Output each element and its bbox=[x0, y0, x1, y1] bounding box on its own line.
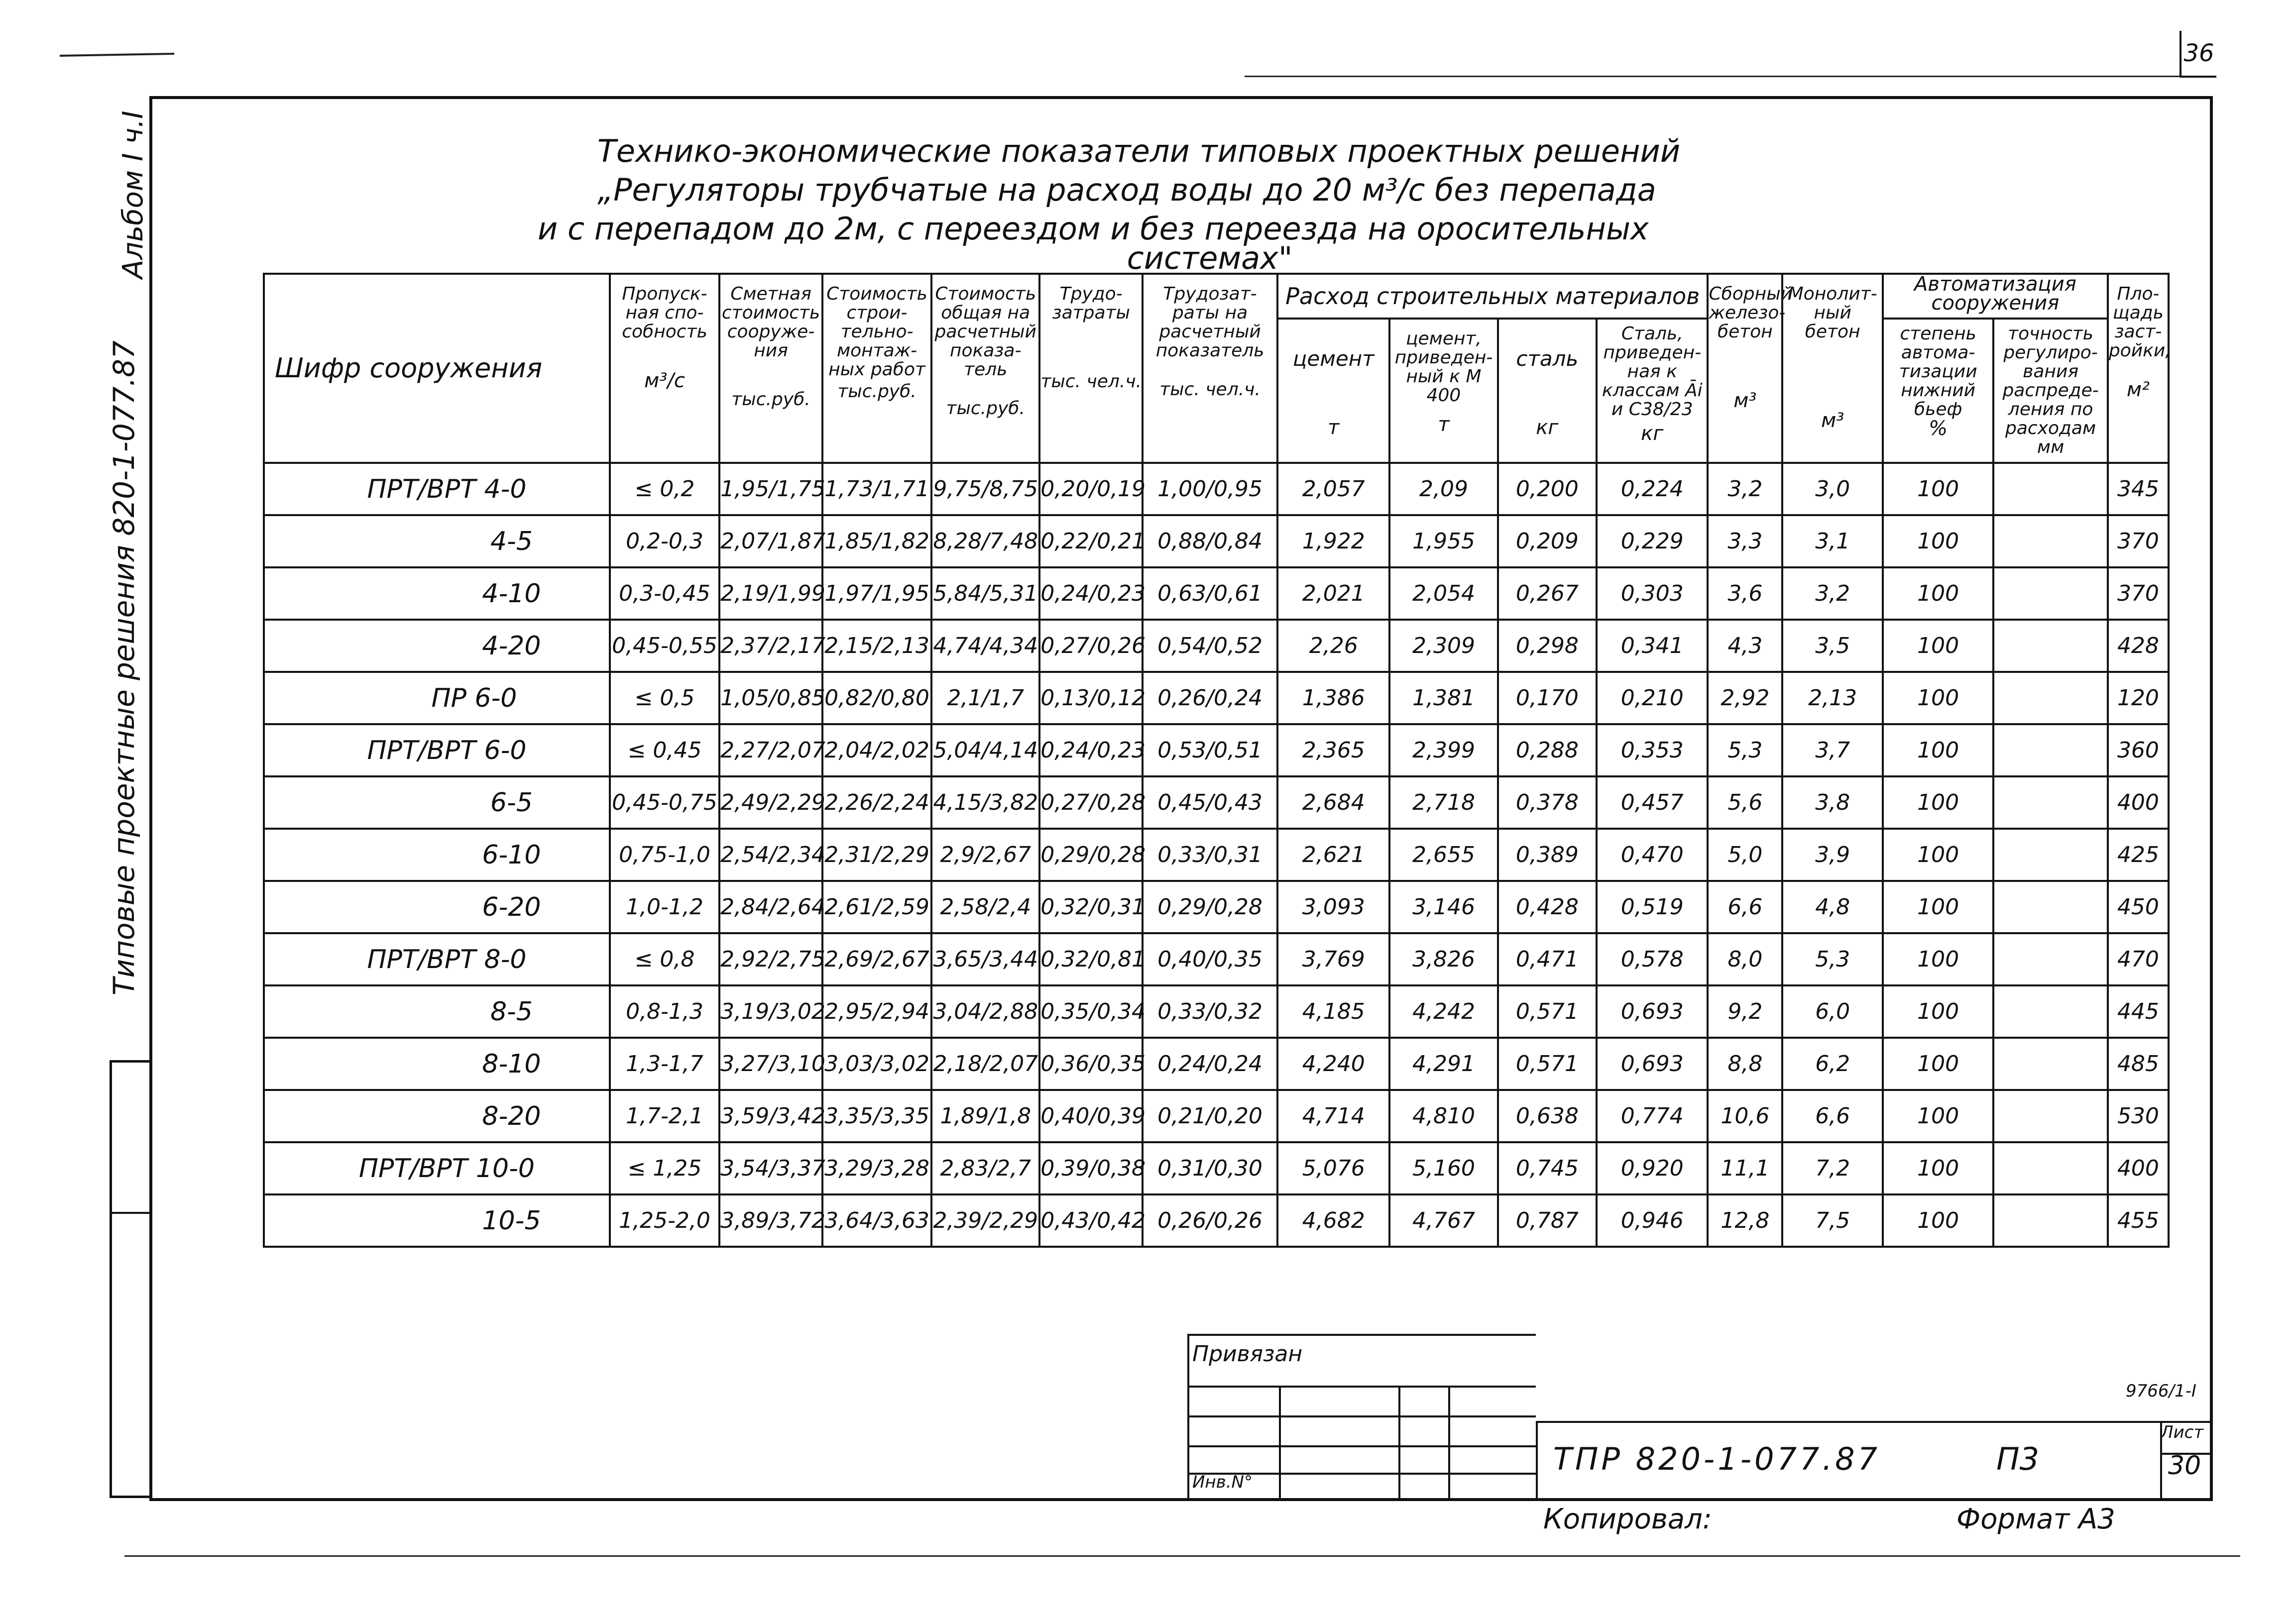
stamp-privyazan: Привязан bbox=[1192, 1341, 1303, 1367]
cell-labor: 0,24/0,23 bbox=[1039, 724, 1143, 776]
cell-automation: 100 bbox=[1883, 1194, 1993, 1247]
cell-steel-class: 0,470 bbox=[1597, 829, 1708, 881]
cell-cement-m400: 4,242 bbox=[1389, 985, 1497, 1038]
cell-steel: 0,267 bbox=[1498, 567, 1597, 620]
cell-capacity: ≤ 0,5 bbox=[610, 672, 719, 724]
sidebar-album: Альбом I ч.I bbox=[117, 110, 149, 279]
header-automation-degree: степень автома-тизации нижний бьеф % bbox=[1883, 319, 1993, 463]
table-row bbox=[264, 1194, 2169, 1247]
cell-area: 400 bbox=[2108, 776, 2169, 829]
table-row bbox=[264, 829, 2169, 881]
header-capacity: Пропуск-ная спо-собность м³/с bbox=[610, 274, 719, 463]
cell-labor: 0,32/0,31 bbox=[1039, 881, 1143, 933]
cell-area: 400 bbox=[2108, 1142, 2169, 1194]
cell-construction: 2,95/2,94 bbox=[822, 985, 931, 1038]
cell-estimate: 1,05/0,85 bbox=[719, 672, 822, 724]
cell-cement-m400: 4,291 bbox=[1389, 1038, 1497, 1090]
cell-capacity: 0,8-1,3 bbox=[610, 985, 719, 1038]
cell-capacity: 1,3-1,7 bbox=[610, 1038, 719, 1090]
cell-steel-class: 0,578 bbox=[1597, 933, 1708, 985]
cell-accuracy bbox=[1993, 463, 2108, 515]
footer-copied: Копировал: bbox=[1543, 1503, 1712, 1535]
cell-steel-class: 0,353 bbox=[1597, 724, 1708, 776]
cell-accuracy bbox=[1993, 672, 2108, 724]
cell-cement-m400: 2,399 bbox=[1389, 724, 1497, 776]
cell-steel-class: 0,920 bbox=[1597, 1142, 1708, 1194]
cell-code: 8-10 bbox=[264, 1038, 610, 1090]
cell-capacity: 0,75-1,0 bbox=[610, 829, 719, 881]
cell-labor: 0,35/0,34 bbox=[1039, 985, 1143, 1038]
cell-labor-rate: 0,31/0,30 bbox=[1143, 1142, 1277, 1194]
cell-cement-m400: 2,655 bbox=[1389, 829, 1497, 881]
cell-code: 4-10 bbox=[264, 567, 610, 620]
cell-construction: 2,69/2,67 bbox=[822, 933, 931, 985]
indicators-table bbox=[263, 273, 2170, 1248]
cell-estimate: 2,37/2,17 bbox=[719, 620, 822, 672]
cell-estimate: 2,54/2,34 bbox=[719, 829, 822, 881]
cell-monolithic: 3,9 bbox=[1782, 829, 1883, 881]
cell-total: 9,75/8,75 bbox=[931, 463, 1039, 515]
cell-area: 345 bbox=[2108, 463, 2169, 515]
cell-labor: 0,27/0,28 bbox=[1039, 776, 1143, 829]
cell-accuracy bbox=[1993, 1142, 2108, 1194]
header-cement: цемент т bbox=[1277, 319, 1389, 463]
cell-total: 2,1/1,7 bbox=[931, 672, 1039, 724]
cell-area: 470 bbox=[2108, 933, 2169, 985]
cell-cement: 2,621 bbox=[1277, 829, 1389, 881]
cell-cement-m400: 1,955 bbox=[1389, 515, 1497, 567]
table-row bbox=[264, 1038, 2169, 1090]
cell-total: 4,74/4,34 bbox=[931, 620, 1039, 672]
cell-precast: 6,6 bbox=[1708, 881, 1782, 933]
cell-cement: 4,240 bbox=[1277, 1038, 1389, 1090]
cell-labor: 0,13/0,12 bbox=[1039, 672, 1143, 724]
cell-capacity: ≤ 1,25 bbox=[610, 1142, 719, 1194]
cell-estimate: 3,27/3,10 bbox=[719, 1038, 822, 1090]
cell-cement: 1,922 bbox=[1277, 515, 1389, 567]
cell-accuracy bbox=[1993, 985, 2108, 1038]
cell-area: 450 bbox=[2108, 881, 2169, 933]
cell-cement-m400: 2,309 bbox=[1389, 620, 1497, 672]
cell-estimate: 2,07/1,87 bbox=[719, 515, 822, 567]
cell-total: 4,15/3,82 bbox=[931, 776, 1039, 829]
stamp-inv: Инв.N° bbox=[1192, 1472, 1253, 1492]
header-steel-class: Сталь, приведен-ная к классам А̄і и С38/23 кг bbox=[1597, 319, 1708, 463]
cell-estimate: 3,19/3,02 bbox=[719, 985, 822, 1038]
cell-code: 4-20 bbox=[264, 620, 610, 672]
cell-automation: 100 bbox=[1883, 933, 1993, 985]
cell-capacity: 0,45-0,75 bbox=[610, 776, 719, 829]
table-row bbox=[264, 1142, 2169, 1194]
top-left-rule bbox=[60, 53, 174, 57]
cell-cement: 2,684 bbox=[1277, 776, 1389, 829]
cell-labor: 0,32/0,81 bbox=[1039, 933, 1143, 985]
cell-construction: 2,04/2,02 bbox=[822, 724, 931, 776]
cell-cement-m400: 1,381 bbox=[1389, 672, 1497, 724]
table-row bbox=[264, 672, 2169, 724]
table-row bbox=[264, 463, 2169, 515]
table-row bbox=[264, 1090, 2169, 1142]
cell-steel-class: 0,774 bbox=[1597, 1090, 1708, 1142]
cell-automation: 100 bbox=[1883, 1142, 1993, 1194]
cell-accuracy bbox=[1993, 829, 2108, 881]
cell-labor: 0,43/0,42 bbox=[1039, 1194, 1143, 1247]
cell-precast: 2,92 bbox=[1708, 672, 1782, 724]
cell-labor-rate: 0,21/0,20 bbox=[1143, 1090, 1277, 1142]
cell-code: 10-5 bbox=[264, 1194, 610, 1247]
cell-cement: 2,365 bbox=[1277, 724, 1389, 776]
cell-total: 3,04/2,88 bbox=[931, 985, 1039, 1038]
cell-labor-rate: 0,88/0,84 bbox=[1143, 515, 1277, 567]
cell-steel-class: 0,457 bbox=[1597, 776, 1708, 829]
cell-steel: 0,638 bbox=[1498, 1090, 1597, 1142]
cell-monolithic: 3,1 bbox=[1782, 515, 1883, 567]
cell-code: 8-5 bbox=[264, 985, 610, 1038]
page-title: Технико-экономические показатели типовых проектных решений „Регуляторы трубчатые на расход воды до 20 м³/с без перепада и с перепадом до 2м, с переездом и без переезда на оросительных системах" bbox=[538, 133, 1681, 276]
cell-labor-rate: 0,33/0,32 bbox=[1143, 985, 1277, 1038]
cell-monolithic: 3,2 bbox=[1782, 567, 1883, 620]
cell-accuracy bbox=[1993, 567, 2108, 620]
cell-precast: 5,6 bbox=[1708, 776, 1782, 829]
cell-automation: 100 bbox=[1883, 829, 1993, 881]
cell-accuracy bbox=[1993, 1194, 2108, 1247]
cell-precast: 8,8 bbox=[1708, 1038, 1782, 1090]
cell-area: 530 bbox=[2108, 1090, 2169, 1142]
cell-code: ПР 6-0 bbox=[264, 672, 610, 724]
cell-cement: 2,26 bbox=[1277, 620, 1389, 672]
page-number: 36 bbox=[2180, 31, 2216, 78]
cell-monolithic: 3,0 bbox=[1782, 463, 1883, 515]
cell-cement: 1,386 bbox=[1277, 672, 1389, 724]
header-area: Пло-щадь заст-ройки, м² bbox=[2108, 274, 2169, 463]
cell-code: 6-10 bbox=[264, 829, 610, 881]
stamp-ref: 9766/1-I bbox=[2126, 1381, 2196, 1401]
cell-estimate: 3,59/3,42 bbox=[719, 1090, 822, 1142]
cell-cement: 3,769 bbox=[1277, 933, 1389, 985]
top-rule bbox=[1245, 76, 2215, 77]
sidebar-project-title: Типовые проектные решения 820-1-077.87 bbox=[107, 340, 141, 995]
cell-steel: 0,787 bbox=[1498, 1194, 1597, 1247]
table-row bbox=[264, 933, 2169, 985]
cell-automation: 100 bbox=[1883, 724, 1993, 776]
cell-area: 120 bbox=[2108, 672, 2169, 724]
cell-automation: 100 bbox=[1883, 1038, 1993, 1090]
cell-labor: 0,27/0,26 bbox=[1039, 620, 1143, 672]
cell-capacity: 0,45-0,55 bbox=[610, 620, 719, 672]
cell-construction: 3,29/3,28 bbox=[822, 1142, 931, 1194]
header-construction-cost: Стоимость строи-тельно-монтаж-ных работ тыс.руб. bbox=[822, 274, 931, 463]
cell-capacity: ≤ 0,2 bbox=[610, 463, 719, 515]
cell-automation: 100 bbox=[1883, 1090, 1993, 1142]
cell-total: 2,9/2,67 bbox=[931, 829, 1039, 881]
cell-monolithic: 4,8 bbox=[1782, 881, 1883, 933]
cell-precast: 5,0 bbox=[1708, 829, 1782, 881]
cell-construction: 1,97/1,95 bbox=[822, 567, 931, 620]
cell-automation: 100 bbox=[1883, 985, 1993, 1038]
cell-estimate: 2,19/1,99 bbox=[719, 567, 822, 620]
cell-accuracy bbox=[1993, 933, 2108, 985]
cell-monolithic: 3,8 bbox=[1782, 776, 1883, 829]
header-automation-group: Автоматизация сооружения bbox=[1883, 274, 2108, 319]
table-row bbox=[264, 515, 2169, 567]
cell-total: 3,65/3,44 bbox=[931, 933, 1039, 985]
cell-labor-rate: 0,26/0,24 bbox=[1143, 672, 1277, 724]
cell-automation: 100 bbox=[1883, 672, 1993, 724]
cell-total: 5,04/4,14 bbox=[931, 724, 1039, 776]
cell-code: 8-20 bbox=[264, 1090, 610, 1142]
cell-steel: 0,200 bbox=[1498, 463, 1597, 515]
cell-accuracy bbox=[1993, 515, 2108, 567]
cell-area: 370 bbox=[2108, 567, 2169, 620]
cell-total: 2,18/2,07 bbox=[931, 1038, 1039, 1090]
cell-labor: 0,36/0,35 bbox=[1039, 1038, 1143, 1090]
cell-accuracy bbox=[1993, 881, 2108, 933]
cell-labor: 0,39/0,38 bbox=[1039, 1142, 1143, 1194]
cell-cement-m400: 3,826 bbox=[1389, 933, 1497, 985]
cell-construction: 2,15/2,13 bbox=[822, 620, 931, 672]
header-precast: Сборный железо-бетон м³ bbox=[1708, 274, 1782, 463]
cell-automation: 100 bbox=[1883, 463, 1993, 515]
cell-cement-m400: 2,054 bbox=[1389, 567, 1497, 620]
bottom-rule bbox=[124, 1555, 2240, 1557]
cell-cement: 4,682 bbox=[1277, 1194, 1389, 1247]
cell-area: 455 bbox=[2108, 1194, 2169, 1247]
cell-steel: 0,288 bbox=[1498, 724, 1597, 776]
header-total-cost: Стоимость общая на расчетный показа-тель тыс.руб. bbox=[931, 274, 1039, 463]
cell-labor: 0,22/0,21 bbox=[1039, 515, 1143, 567]
cell-area: 360 bbox=[2108, 724, 2169, 776]
cell-construction: 1,73/1,71 bbox=[822, 463, 931, 515]
cell-labor-rate: 0,54/0,52 bbox=[1143, 620, 1277, 672]
cell-automation: 100 bbox=[1883, 567, 1993, 620]
cell-precast: 12,8 bbox=[1708, 1194, 1782, 1247]
cell-steel: 0,471 bbox=[1498, 933, 1597, 985]
cell-monolithic: 6,0 bbox=[1782, 985, 1883, 1038]
cell-code: 6-5 bbox=[264, 776, 610, 829]
cell-estimate: 3,54/3,37 bbox=[719, 1142, 822, 1194]
cell-capacity: 1,7-2,1 bbox=[610, 1090, 719, 1142]
cell-cement-m400: 5,160 bbox=[1389, 1142, 1497, 1194]
cell-construction: 3,35/3,35 bbox=[822, 1090, 931, 1142]
cell-labor: 0,40/0,39 bbox=[1039, 1090, 1143, 1142]
cell-monolithic: 6,6 bbox=[1782, 1090, 1883, 1142]
cell-code: ПРТ/ВРТ 8-0 bbox=[264, 933, 610, 985]
cell-labor-rate: 0,45/0,43 bbox=[1143, 776, 1277, 829]
cell-cement: 4,714 bbox=[1277, 1090, 1389, 1142]
cell-capacity: 1,0-1,2 bbox=[610, 881, 719, 933]
sidebar-stamp-box bbox=[110, 1060, 149, 1498]
cell-cement-m400: 2,718 bbox=[1389, 776, 1497, 829]
cell-steel: 0,378 bbox=[1498, 776, 1597, 829]
cell-total: 2,39/2,29 bbox=[931, 1194, 1039, 1247]
cell-steel: 0,428 bbox=[1498, 881, 1597, 933]
cell-labor: 0,24/0,23 bbox=[1039, 567, 1143, 620]
cell-steel: 0,209 bbox=[1498, 515, 1597, 567]
stamp-sheet-label: Лист bbox=[2161, 1422, 2204, 1442]
cell-accuracy bbox=[1993, 724, 2108, 776]
cell-cement: 2,021 bbox=[1277, 567, 1389, 620]
cell-estimate: 2,27/2,07 bbox=[719, 724, 822, 776]
table-row bbox=[264, 620, 2169, 672]
cell-accuracy bbox=[1993, 1090, 2108, 1142]
cell-precast: 8,0 bbox=[1708, 933, 1782, 985]
cell-labor-rate: 0,29/0,28 bbox=[1143, 881, 1277, 933]
cell-labor-rate: 0,40/0,35 bbox=[1143, 933, 1277, 985]
cell-monolithic: 2,13 bbox=[1782, 672, 1883, 724]
cell-capacity: 0,3-0,45 bbox=[610, 567, 719, 620]
cell-precast: 3,2 bbox=[1708, 463, 1782, 515]
cell-automation: 100 bbox=[1883, 776, 1993, 829]
cell-total: 2,58/2,4 bbox=[931, 881, 1039, 933]
cell-cement: 4,185 bbox=[1277, 985, 1389, 1038]
cell-labor-rate: 1,00/0,95 bbox=[1143, 463, 1277, 515]
cell-total: 1,89/1,8 bbox=[931, 1090, 1039, 1142]
cell-accuracy bbox=[1993, 620, 2108, 672]
cell-cement: 5,076 bbox=[1277, 1142, 1389, 1194]
cell-cement: 3,093 bbox=[1277, 881, 1389, 933]
header-distribution-accuracy: точность регулиро-вания распреде-ления по расходам мм bbox=[1993, 319, 2108, 463]
cell-code: ПРТ/ВРТ 10-0 bbox=[264, 1142, 610, 1194]
cell-construction: 0,82/0,80 bbox=[822, 672, 931, 724]
header-estimate: Сметная стоимость сооруже-ния тыс.руб. bbox=[719, 274, 822, 463]
cell-labor-rate: 0,63/0,61 bbox=[1143, 567, 1277, 620]
cell-total: 5,84/5,31 bbox=[931, 567, 1039, 620]
cell-steel: 0,298 bbox=[1498, 620, 1597, 672]
table-row bbox=[264, 724, 2169, 776]
cell-steel: 0,170 bbox=[1498, 672, 1597, 724]
cell-labor: 0,20/0,19 bbox=[1039, 463, 1143, 515]
cell-steel-class: 0,224 bbox=[1597, 463, 1708, 515]
cell-estimate: 1,95/1,75 bbox=[719, 463, 822, 515]
cell-area: 445 bbox=[2108, 985, 2169, 1038]
header-labor: Трудо-затраты тыс. чел.ч. bbox=[1039, 274, 1143, 463]
cell-labor-rate: 0,24/0,24 bbox=[1143, 1038, 1277, 1090]
cell-monolithic: 5,3 bbox=[1782, 933, 1883, 985]
cell-accuracy bbox=[1993, 1038, 2108, 1090]
header-steel: сталь кг bbox=[1498, 319, 1597, 463]
cell-monolithic: 7,2 bbox=[1782, 1142, 1883, 1194]
cell-capacity: 1,25-2,0 bbox=[610, 1194, 719, 1247]
header-cement-m400: цемент, приведен-ный к М 400 т bbox=[1389, 319, 1497, 463]
cell-construction: 3,64/3,63 bbox=[822, 1194, 931, 1247]
cell-precast: 4,3 bbox=[1708, 620, 1782, 672]
cell-construction: 2,26/2,24 bbox=[822, 776, 931, 829]
cell-estimate: 2,92/2,75 bbox=[719, 933, 822, 985]
cell-labor: 0,29/0,28 bbox=[1039, 829, 1143, 881]
header-code: Шифр сооружения bbox=[264, 274, 610, 463]
stamp-sheet: 30 bbox=[2168, 1451, 2201, 1481]
cell-automation: 100 bbox=[1883, 620, 1993, 672]
cell-area: 370 bbox=[2108, 515, 2169, 567]
stamp-section: П3 bbox=[1996, 1441, 2040, 1477]
cell-precast: 11,1 bbox=[1708, 1142, 1782, 1194]
cell-monolithic: 3,7 bbox=[1782, 724, 1883, 776]
cell-automation: 100 bbox=[1883, 881, 1993, 933]
cell-labor-rate: 0,53/0,51 bbox=[1143, 724, 1277, 776]
table-row bbox=[264, 567, 2169, 620]
cell-capacity: ≤ 0,8 bbox=[610, 933, 719, 985]
cell-area: 428 bbox=[2108, 620, 2169, 672]
table-row bbox=[264, 776, 2169, 829]
cell-cement-m400: 2,09 bbox=[1389, 463, 1497, 515]
cell-cement-m400: 3,146 bbox=[1389, 881, 1497, 933]
cell-labor-rate: 0,26/0,26 bbox=[1143, 1194, 1277, 1247]
cell-labor-rate: 0,33/0,31 bbox=[1143, 829, 1277, 881]
cell-steel-class: 0,693 bbox=[1597, 1038, 1708, 1090]
table-row bbox=[264, 985, 2169, 1038]
cell-code: ПРТ/ВРТ 4-0 bbox=[264, 463, 610, 515]
cell-steel: 0,571 bbox=[1498, 985, 1597, 1038]
cell-steel-class: 0,693 bbox=[1597, 985, 1708, 1038]
cell-precast: 5,3 bbox=[1708, 724, 1782, 776]
header-materials-group: Расход строительных материалов bbox=[1277, 274, 1708, 319]
cell-precast: 10,6 bbox=[1708, 1090, 1782, 1142]
cell-construction: 2,31/2,29 bbox=[822, 829, 931, 881]
cell-estimate: 2,84/2,64 bbox=[719, 881, 822, 933]
cell-steel-class: 0,341 bbox=[1597, 620, 1708, 672]
cell-total: 8,28/7,48 bbox=[931, 515, 1039, 567]
cell-accuracy bbox=[1993, 776, 2108, 829]
cell-precast: 9,2 bbox=[1708, 985, 1782, 1038]
cell-cement: 2,057 bbox=[1277, 463, 1389, 515]
cell-construction: 1,85/1,82 bbox=[822, 515, 931, 567]
cell-estimate: 3,89/3,72 bbox=[719, 1194, 822, 1247]
cell-code: ПРТ/ВРТ 6-0 bbox=[264, 724, 610, 776]
cell-steel: 0,571 bbox=[1498, 1038, 1597, 1090]
cell-steel-class: 0,519 bbox=[1597, 881, 1708, 933]
cell-capacity: ≤ 0,45 bbox=[610, 724, 719, 776]
cell-precast: 3,6 bbox=[1708, 567, 1782, 620]
header-labor-rate: Трудозат-раты на расчетный показатель тыс. чел.ч. bbox=[1143, 274, 1277, 463]
cell-area: 485 bbox=[2108, 1038, 2169, 1090]
cell-steel-class: 0,229 bbox=[1597, 515, 1708, 567]
cell-cement-m400: 4,767 bbox=[1389, 1194, 1497, 1247]
cell-steel-class: 0,210 bbox=[1597, 672, 1708, 724]
cell-construction: 2,61/2,59 bbox=[822, 881, 931, 933]
stamp-doc-code: ТПР 820-1-077.87 bbox=[1553, 1441, 1881, 1477]
cell-automation: 100 bbox=[1883, 515, 1993, 567]
header-monolithic: Монолит-ный бетон м³ bbox=[1782, 274, 1883, 463]
cell-area: 425 bbox=[2108, 829, 2169, 881]
cell-code: 6-20 bbox=[264, 881, 610, 933]
cell-steel-class: 0,303 bbox=[1597, 567, 1708, 620]
cell-precast: 3,3 bbox=[1708, 515, 1782, 567]
cell-steel: 0,389 bbox=[1498, 829, 1597, 881]
cell-construction: 3,03/3,02 bbox=[822, 1038, 931, 1090]
table-row bbox=[264, 881, 2169, 933]
footer-format: Формат А3 bbox=[1956, 1503, 2115, 1535]
cell-code: 4-5 bbox=[264, 515, 610, 567]
cell-total: 2,83/2,7 bbox=[931, 1142, 1039, 1194]
cell-monolithic: 6,2 bbox=[1782, 1038, 1883, 1090]
cell-estimate: 2,49/2,29 bbox=[719, 776, 822, 829]
cell-steel-class: 0,946 bbox=[1597, 1194, 1708, 1247]
cell-monolithic: 3,5 bbox=[1782, 620, 1883, 672]
cell-capacity: 0,2-0,3 bbox=[610, 515, 719, 567]
cell-cement-m400: 4,810 bbox=[1389, 1090, 1497, 1142]
cell-monolithic: 7,5 bbox=[1782, 1194, 1883, 1247]
cell-steel: 0,745 bbox=[1498, 1142, 1597, 1194]
